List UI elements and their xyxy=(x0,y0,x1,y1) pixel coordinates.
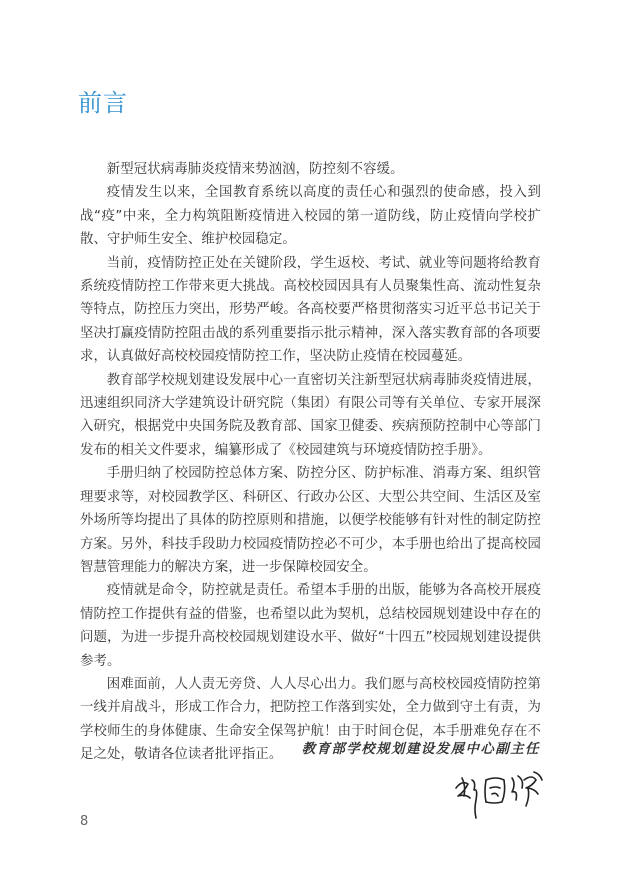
paragraph-7: 困难面前，人人责无旁贷、人人尽心出力。我们愿与高校校园疫情防控第一线并肩战斗，形成工作合力，把防控工作落到实处，全力做到守土有责，为学校师生的身体健康、生命安全保驾护航！由于时间仓促，本手册难免存在不足之处，敬请各位读者批评指正。 xyxy=(80,676,541,763)
handwritten-signature xyxy=(452,766,548,822)
paragraph-2: 疫情发生以来，全国教育系统以高度的责任心和强烈的使命感，投入到战“疫”中来，全力构筑阻断疫情进入校园的第一道防线，防止疫情向学校扩散、守护师生安全、维护校园稳定。 xyxy=(80,185,541,248)
paragraph-3: 当前，疫情防控正处在关键阶段，学生返校、考试、就业等问题将给教育系统疫情防控工作带来更大挑战。高校校园因具有人员聚集性高、流动性复杂等特点，防控压力突出，形势严峻。各高校要严格贯彻落实习近平总书记关于坚决打赢疫情防控阻击战的系列重要指示批示精神，深入落实教育部的各项要求，认真做好高校校园疫情防控工作，坚决防止疫情在校园蔓延。 xyxy=(80,255,541,365)
preface-body xyxy=(80,158,541,767)
signature-block xyxy=(302,738,540,760)
page-title: 前言 xyxy=(78,89,128,117)
paragraph-6: 疫情就是命令，防控就是责任。希望本手册的出版，能够为各高校开展疫情防控工作提供有益的借鉴，也希望以此为契机，总结校园规划建设中存在的问题，为进一步提升高校校园规划建设水平、做好“十四五”校园规划建设提供参考。 xyxy=(80,583,541,669)
page-number: 8 xyxy=(80,814,89,829)
paragraph-4: 教育部学校规划建设发展中心一直密切关注新型冠状病毒肺炎疫情进展，迅速组织同济大学建筑设计研究院（集团）有限公司等有关单位、专家开展深入研究，根据党中央国务院及教育部、国家卫健委、疾病预防控制中心等部门发布的相关文件要求，编纂形成了《校园建筑与环境疫情防控手册》。 xyxy=(80,372,541,458)
paragraph-5: 手册归纳了校园防控总体方案、防控分区、防护标准、消毒方案、组织管理要求等，对校园教学区、科研区、行政办公区、大型公共空间、生活区及室外场所等均提出了具体的防控原则和措施，以便学校能够有针对性的制定防控方案。另外，科技手段助力校园疫情防控必不可少，本手册也给出了提高校园智慧管理能力的解决方案，进一步保障校园安全。 xyxy=(80,466,541,575)
paragraph-1: 新型冠状病毒肺炎疫情来势汹汹，防控刻不容缓。 xyxy=(106,162,404,177)
signature-title: 教育部学校规划建设发展中心副主任 xyxy=(301,741,540,757)
